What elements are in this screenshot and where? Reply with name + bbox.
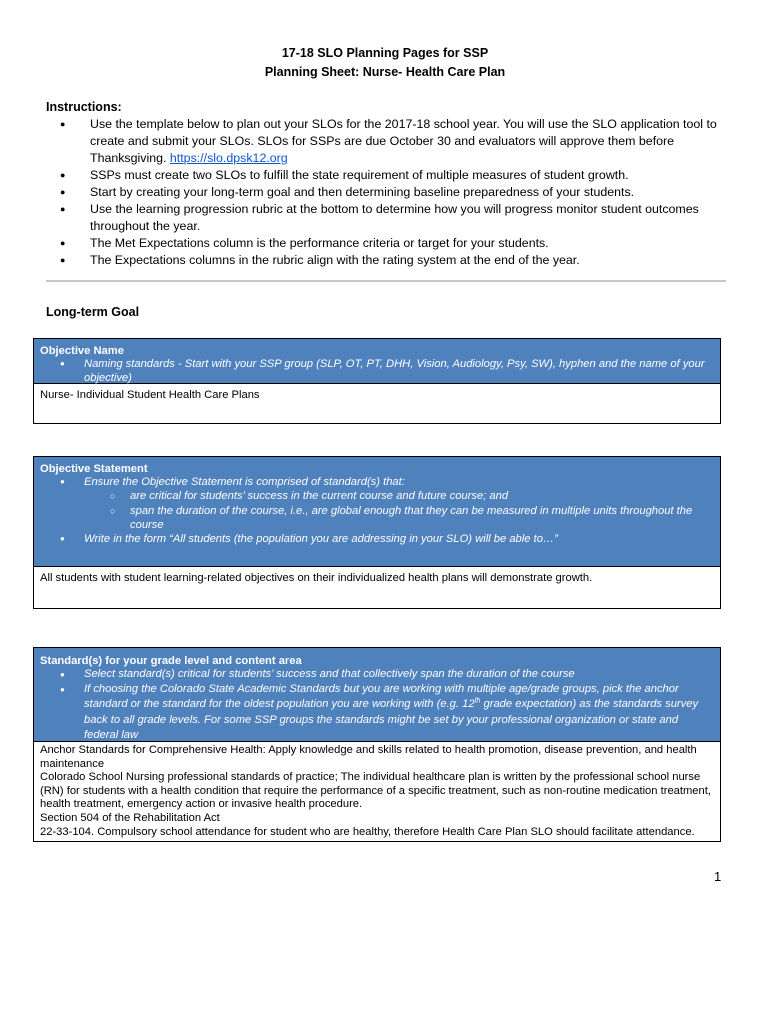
standards-heading: Standard(s) for your grade level and content area bbox=[40, 655, 302, 667]
long-term-goal-heading: Long-term Goal bbox=[46, 305, 140, 319]
standards-box bbox=[33, 647, 721, 842]
guidance-item: ● Naming standards - Start with your SSP group (SLP, OT, PT, DHH, Vision, Audiology, Psy, SW), hyphen and the name of your objective) bbox=[40, 357, 714, 386]
page-number: 1 bbox=[714, 869, 722, 884]
horizontal-divider bbox=[46, 280, 726, 282]
guidance-text: If choosing the Colorado State Academic Standards but you are working with multiple age/grade groups, pick the anchor standard or the standard for the oldest population you are working with (e.g. 12 bbox=[84, 683, 679, 711]
objective-statement-guidance bbox=[40, 475, 714, 489]
instruction-item bbox=[46, 116, 726, 167]
guidance-text: grade expectation) as the standards survey back to all grade levels. For some SSP groups the standards might be set by your professional organization or state and federal law bbox=[84, 698, 699, 741]
slo-link[interactable]: https://slo.dpsk12.org bbox=[169, 151, 288, 165]
objective-statement-header bbox=[34, 457, 720, 567]
objective-statement-value[interactable]: All students with student learning-related objectives on their individualized health plans will demonstrate growth. bbox=[40, 572, 593, 584]
guidance-subitem: ○ span the duration of the course, i.e., are global enough that they can be measured in multiple units throughout the course bbox=[40, 504, 714, 533]
instruction-item: ● SSPs must create two SLOs to fulfill the state requirement of multiple measures of student growth. bbox=[46, 167, 726, 184]
objective-name-guidance bbox=[40, 357, 714, 386]
objective-name-heading: Objective Name bbox=[40, 345, 124, 357]
standards-line: Section 504 of the Rehabilitation Act bbox=[40, 811, 220, 824]
document-subtitle: Planning Sheet: Nurse- Health Care Plan bbox=[264, 65, 506, 79]
objective-statement-heading: Objective Statement bbox=[40, 463, 148, 475]
objective-name-header bbox=[34, 339, 720, 384]
objective-statement-guidance-2 bbox=[40, 532, 714, 546]
instruction-item: ● The Met Expectations column is the performance criteria or target for your students. bbox=[46, 235, 726, 252]
document-title: 17-18 SLO Planning Pages for SSP bbox=[281, 46, 489, 60]
standards-value[interactable] bbox=[34, 742, 720, 841]
instruction-item: ● The Expectations columns in the rubric align with the rating system at the end of the year. bbox=[46, 252, 726, 269]
instruction-text: Use the template below to plan out your SLOs for the 2017-18 school year. You will use the SLO application tool to create and submit your SLOs. SLOs for SSPs are due October 30 and evaluators will approve them before Thanksgiving. bbox=[90, 117, 717, 165]
superscript: th bbox=[474, 697, 481, 705]
instructions-heading: Instructions: bbox=[46, 100, 122, 114]
guidance-item: ● Write in the form “All students (the population you are addressing in your SLO) will be able to…” bbox=[40, 532, 714, 546]
guidance-subitem: ○ are critical for students’ success in the current course and future course; and bbox=[40, 489, 714, 503]
standards-line: Anchor Standards for Comprehensive Health: Apply knowledge and skills related to health promotion, disease prevention, and health maintenance bbox=[40, 744, 697, 770]
objective-name-box bbox=[33, 338, 721, 424]
objective-statement-subguidance bbox=[40, 489, 714, 532]
standards-header bbox=[34, 648, 720, 742]
guidance-item bbox=[40, 682, 714, 743]
instructions-list bbox=[46, 116, 726, 269]
standards-line: 22-33-104. Compulsory school attendance for student who are healthy, therefore Health Care Plan SLO should facilitate attendance. bbox=[40, 825, 695, 838]
instruction-item: ● Use the learning progression rubric at the bottom to determine how you will progress monitor student outcomes throughout the year. bbox=[46, 201, 726, 235]
standards-guidance bbox=[40, 667, 714, 743]
instruction-item: ● Start by creating your long-term goal and then determining baseline preparedness of your students. bbox=[46, 184, 726, 201]
objective-statement-box bbox=[33, 456, 721, 609]
objective-name-value[interactable]: Nurse- Individual Student Health Care Plans bbox=[40, 389, 260, 401]
guidance-item: ● Select standard(s) critical for students’ success and that collectively span the duration of the course bbox=[40, 667, 714, 682]
standards-line: Colorado School Nursing professional standards of practice; The individual healthcare plan is written by the professional school nurse (RN) for students with a health condition that require the performance of a specific treatment, such as non-routine medication treatment, health treatment, emergency action or invasive health procedure. bbox=[40, 771, 711, 811]
guidance-item: ● Ensure the Objective Statement is comprised of standard(s) that: bbox=[40, 475, 714, 489]
